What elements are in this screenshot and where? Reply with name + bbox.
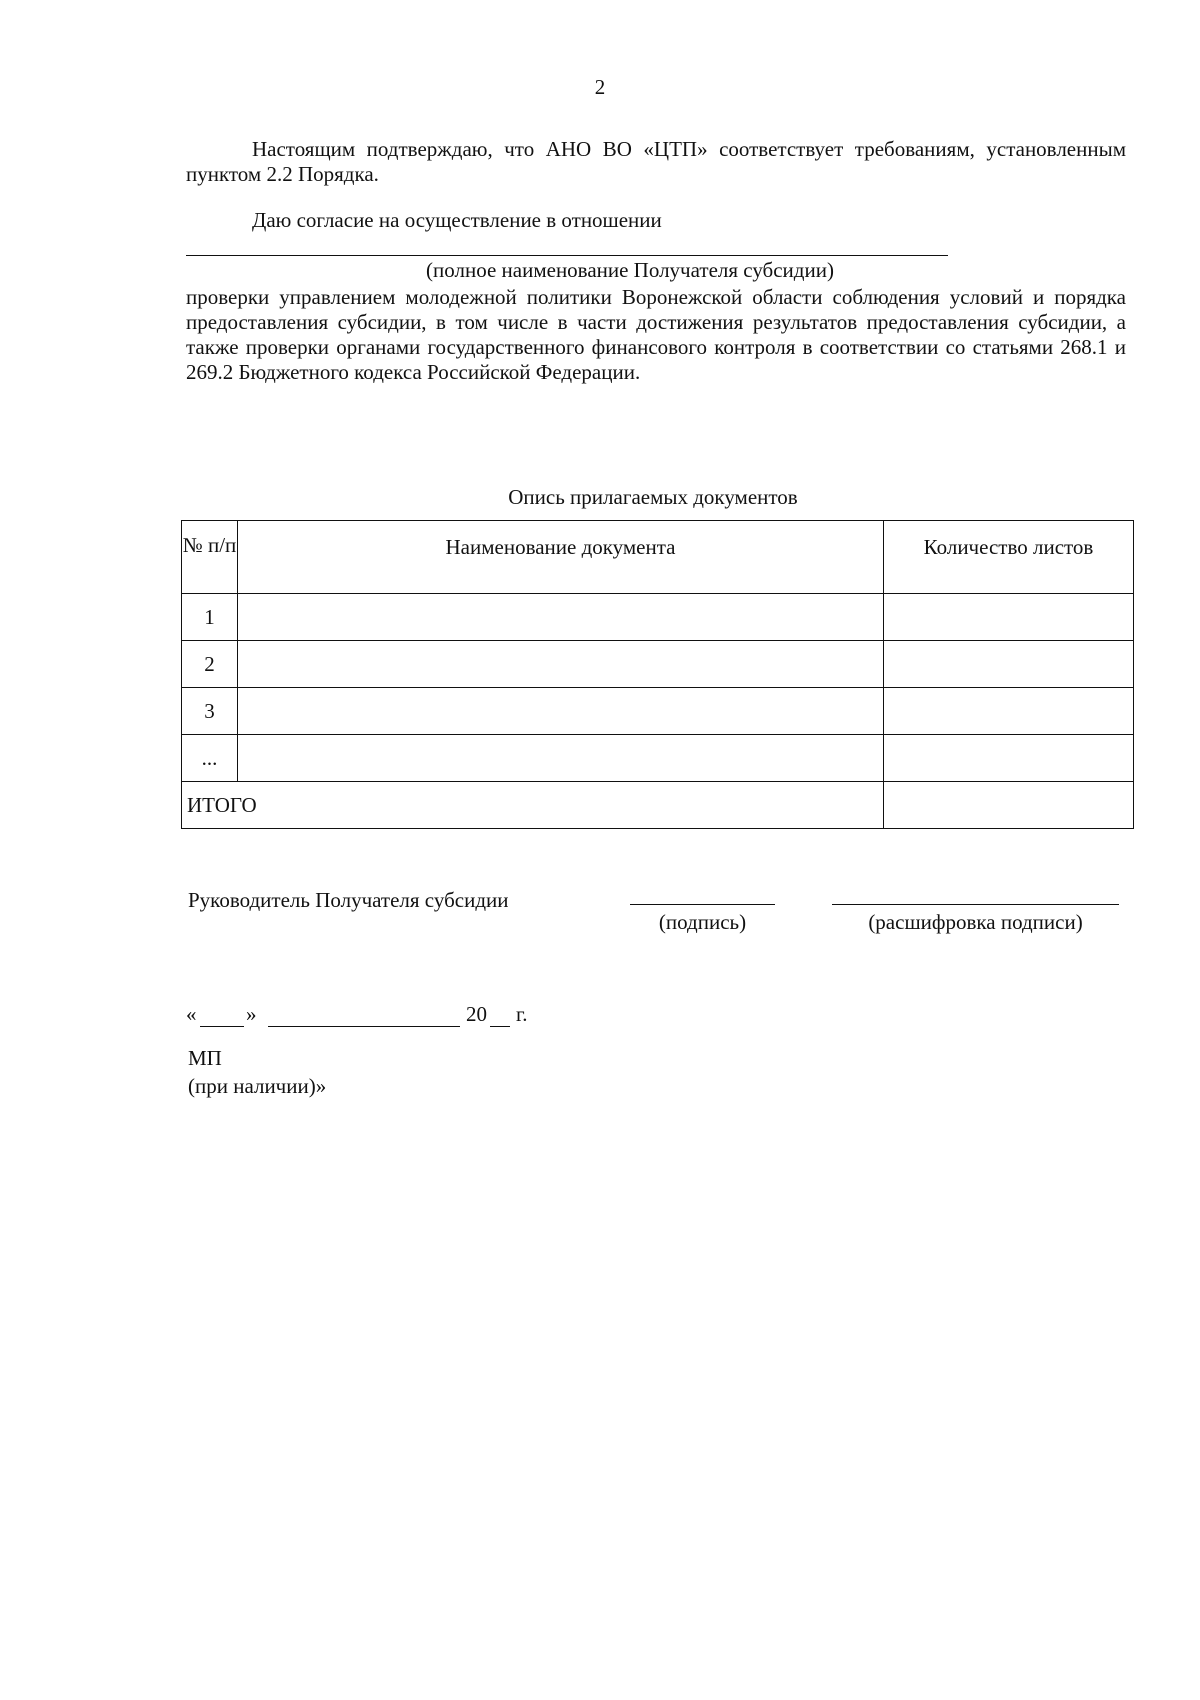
header-number: [182, 521, 238, 594]
row-name-cell[interactable]: [238, 594, 884, 641]
row-name-cell[interactable]: [238, 688, 884, 735]
checks-paragraph: проверки управлением молодежной политики Воронежской области соблюдения условий и порядка предоставления субсидии, в том числе в части достижения результатов предоставления субсидии, а также проверки органами государственного финансового контроля в соответствии со статьями 268.1 и 269.2 Бюджетного кодекса Российской Федерации.: [186, 285, 1126, 384]
recipient-name-line: [186, 255, 948, 256]
stamp-label: МП: [188, 1046, 222, 1070]
row-number-cell: 3: [182, 688, 238, 735]
row-sheets-cell[interactable]: [884, 641, 1134, 688]
table-title: Опись прилагаемых документов: [508, 485, 798, 509]
signature-decode-line: [832, 904, 1119, 905]
row-sheets-cell[interactable]: [884, 735, 1134, 782]
consent-intro: Даю согласие на осуществление в отношении: [252, 208, 662, 232]
table-header-row: [182, 521, 1134, 594]
row-name-cell[interactable]: [238, 735, 884, 782]
page-number: 2: [594, 75, 606, 99]
header-document-name-label: Наименование документа: [445, 535, 676, 559]
confirmation-paragraph: Настоящим подтверждаю, что АНО ВО «ЦТП» соответствует требованиям, установленным пунктом 2.2 Порядка.: [186, 137, 1126, 186]
year-blank-line[interactable]: [490, 1026, 510, 1027]
date-close-quote: »: [246, 1002, 257, 1026]
stamp-note: (при наличии)»: [188, 1074, 327, 1098]
header-document-name: [238, 521, 884, 594]
row-number-cell: 1: [182, 594, 238, 641]
table-row: [182, 688, 1134, 735]
table-row: [182, 641, 1134, 688]
total-label-cell: ИТОГО: [182, 782, 884, 829]
row-number-cell: 2: [182, 641, 238, 688]
date-open-quote: «: [186, 1002, 197, 1026]
row-name-cell[interactable]: [238, 641, 884, 688]
date-line: [186, 1002, 786, 1030]
table-row: [182, 594, 1134, 641]
month-blank-line[interactable]: [268, 1026, 460, 1027]
signature-caption: (подпись): [658, 910, 747, 934]
header-sheet-count-label: Количество листов: [923, 535, 1094, 559]
signature-decode-caption: (расшифровка подписи): [868, 910, 1083, 934]
row-sheets-cell[interactable]: [884, 688, 1134, 735]
row-sheets-cell[interactable]: [884, 594, 1134, 641]
row-number-cell: ...: [182, 735, 238, 782]
total-value-cell[interactable]: [884, 782, 1134, 829]
year-suffix: г.: [516, 1002, 528, 1026]
documents-table: [181, 520, 1134, 829]
table-total-row: [182, 782, 1134, 829]
day-blank-line[interactable]: [200, 1026, 244, 1027]
header-number-label: № п/п: [182, 533, 237, 557]
recipient-caption: (полное наименование Получателя субсидии): [426, 258, 834, 282]
table-row: [182, 735, 1134, 782]
year-prefix: 20: [466, 1002, 487, 1026]
header-sheet-count: [884, 521, 1134, 594]
signatory-label: Руководитель Получателя субсидии: [188, 888, 509, 912]
signature-line: [630, 904, 775, 905]
